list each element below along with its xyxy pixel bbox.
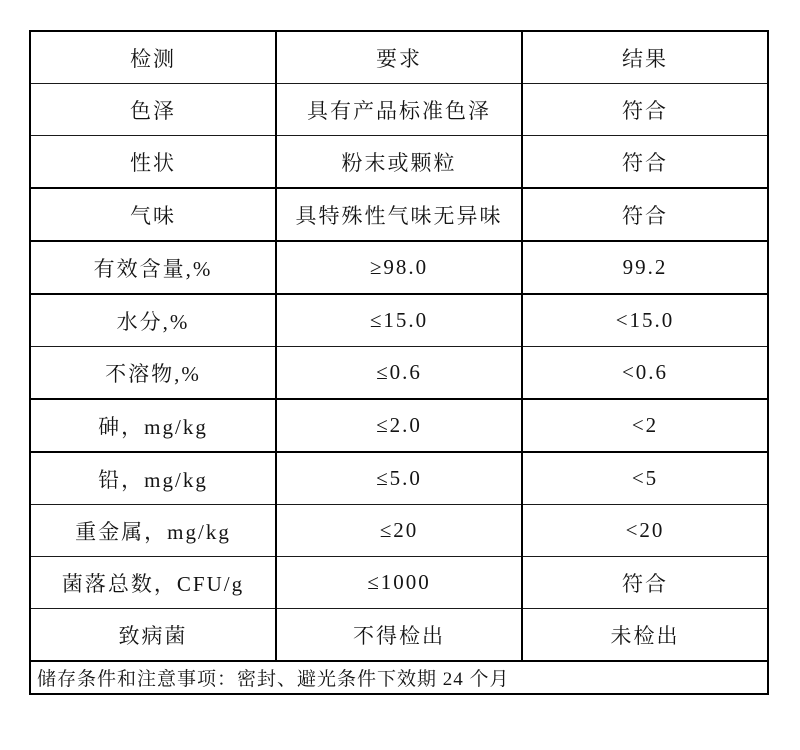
item-cell: 气味 bbox=[30, 188, 276, 241]
result-cell: 符合 bbox=[522, 136, 768, 189]
requirement-cell: ≤2.0 bbox=[276, 399, 522, 452]
requirement-cell: ≤0.6 bbox=[276, 347, 522, 400]
column-header-item: 检测 bbox=[30, 31, 276, 84]
item-cell: 性状 bbox=[30, 136, 276, 189]
inspection-table bbox=[29, 30, 769, 695]
item-cell: 砷，mg/kg bbox=[30, 399, 276, 452]
table-row-pathogens bbox=[30, 609, 768, 662]
inspection-report bbox=[29, 30, 769, 695]
result-cell: <5 bbox=[522, 452, 768, 505]
table-row-odor bbox=[30, 188, 768, 241]
result-cell: <2 bbox=[522, 399, 768, 452]
result-cell: 符合 bbox=[522, 557, 768, 609]
requirement-cell: ≤15.0 bbox=[276, 294, 522, 347]
requirement-cell: 具特殊性气味无异味 bbox=[276, 188, 522, 241]
result-cell: <0.6 bbox=[522, 347, 768, 400]
item-cell: 致病菌 bbox=[30, 609, 276, 662]
table-row-moisture bbox=[30, 294, 768, 347]
table-row-color bbox=[30, 84, 768, 136]
requirement-cell: 不得检出 bbox=[276, 609, 522, 662]
column-header-result: 结果 bbox=[522, 31, 768, 84]
table-row-arsenic bbox=[30, 399, 768, 452]
storage-conditions-note: 储存条件和注意事项：密封、避光条件下效期 24 个月 bbox=[30, 661, 768, 694]
item-cell: 色泽 bbox=[30, 84, 276, 136]
table-row-appearance bbox=[30, 136, 768, 189]
requirement-cell: ≤5.0 bbox=[276, 452, 522, 505]
result-cell: 99.2 bbox=[522, 241, 768, 294]
table-row-lead bbox=[30, 452, 768, 505]
requirement-cell: 具有产品标准色泽 bbox=[276, 84, 522, 136]
table-row-total-plate-count bbox=[30, 557, 768, 609]
result-cell: 未检出 bbox=[522, 609, 768, 662]
result-cell: <20 bbox=[522, 505, 768, 557]
header-row bbox=[30, 31, 768, 84]
column-header-requirement: 要求 bbox=[276, 31, 522, 84]
footer-row bbox=[30, 661, 768, 694]
result-cell: <15.0 bbox=[522, 294, 768, 347]
item-cell: 重金属，mg/kg bbox=[30, 505, 276, 557]
requirement-cell: ≤20 bbox=[276, 505, 522, 557]
item-cell: 水分,% bbox=[30, 294, 276, 347]
table-row-heavy-metals bbox=[30, 505, 768, 557]
result-cell: 符合 bbox=[522, 188, 768, 241]
requirement-cell: 粉末或颗粒 bbox=[276, 136, 522, 189]
table-row-insolubles bbox=[30, 347, 768, 400]
table-row-active-content bbox=[30, 241, 768, 294]
requirement-cell: ≤1000 bbox=[276, 557, 522, 609]
requirement-cell: ≥98.0 bbox=[276, 241, 522, 294]
item-cell: 不溶物,% bbox=[30, 347, 276, 400]
item-cell: 菌落总数，CFU/g bbox=[30, 557, 276, 609]
item-cell: 有效含量,% bbox=[30, 241, 276, 294]
item-cell: 铅，mg/kg bbox=[30, 452, 276, 505]
result-cell: 符合 bbox=[522, 84, 768, 136]
